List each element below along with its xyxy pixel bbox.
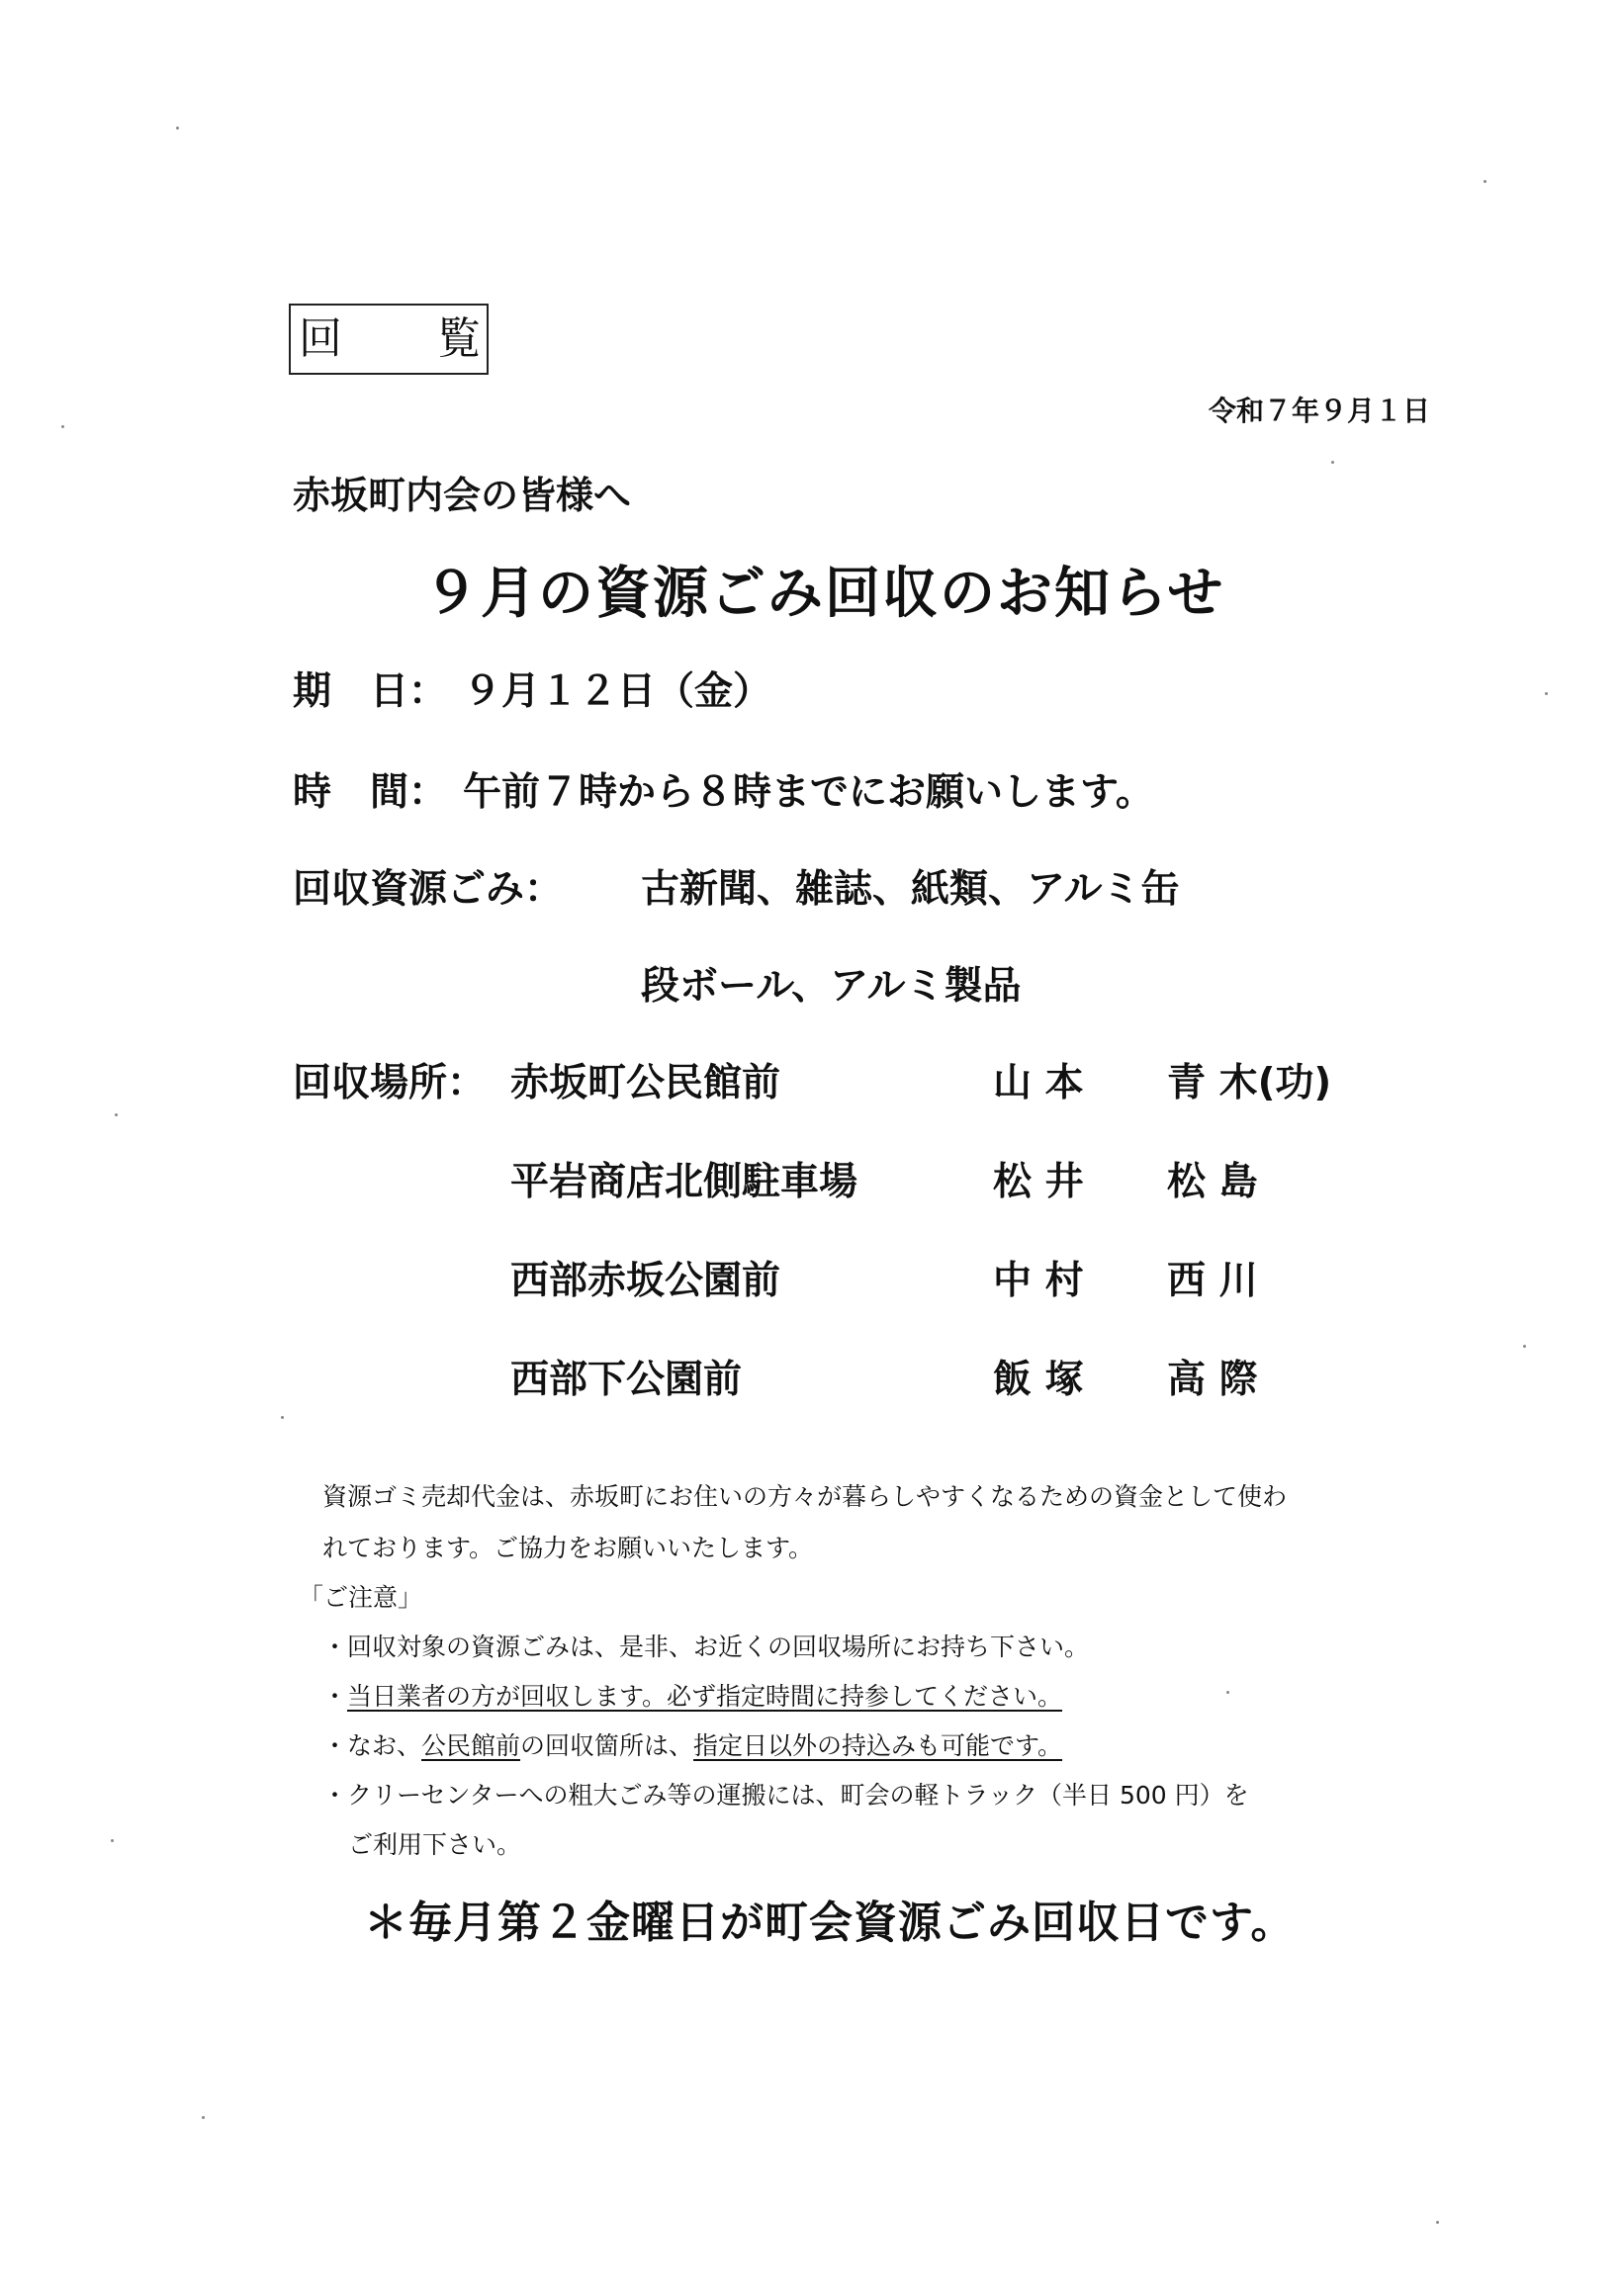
- location-person-1: 中 村: [993, 1259, 1084, 1303]
- note-text: の回収箇所は、: [520, 1731, 694, 1760]
- monthly-reminder: ＊毎月第２金曜日が町会資源ごみ回収日です。: [364, 1898, 1296, 1948]
- date-label: 期 日：: [293, 669, 448, 714]
- note-item-1: ・回収対象の資源ごみは、是非、お近くの回収場所にお持ち下さい。: [322, 1633, 1090, 1661]
- items-line-2: 段ボール、アルミ製品: [641, 964, 1022, 1009]
- note-text: ・なお、: [322, 1731, 422, 1760]
- location-person-1: 飯 塚: [993, 1358, 1084, 1402]
- scan-speck: [1436, 2221, 1439, 2224]
- scan-speck: [1523, 1345, 1526, 1348]
- addressee: 赤坂町内会の皆様へ: [293, 474, 632, 517]
- scan-speck: [111, 1839, 114, 1842]
- kairan-char-2: 覧: [437, 313, 481, 364]
- info-line-1: 資源ゴミ売却代金は、赤坂町にお住いの方々が暮らしやすくなるための資金として使わ: [322, 1482, 1288, 1511]
- note-underlined-text: 指定日以外の持込みも可能です。: [693, 1731, 1063, 1760]
- kairan-char-1: 回: [299, 313, 342, 364]
- places-label: 回収場所：: [293, 1061, 487, 1105]
- items-line-1: 古新聞、雑誌、紙類、アルミ缶: [641, 867, 1180, 912]
- time-value: 午前７時から８時までにお願いします。: [463, 770, 1154, 815]
- location-place: 赤坂町公民館前: [510, 1061, 781, 1105]
- location-person-2: 松 島: [1167, 1160, 1258, 1204]
- notes-heading: 「ご注意」: [299, 1583, 423, 1612]
- info-line-2: れております。ご協力をお願いいたします。: [322, 1534, 814, 1562]
- note-item-4-line-2: ご利用下さい。: [348, 1830, 522, 1859]
- scan-speck: [61, 425, 64, 428]
- date-value: ９月１２日（金）: [463, 669, 772, 714]
- location-person-2: 高 際: [1167, 1358, 1258, 1402]
- page-title: ９月の資源ごみ回収のお知らせ: [423, 562, 1225, 626]
- scan-speck: [1331, 461, 1334, 464]
- note-item-3: [322, 1726, 1062, 1762]
- time-label: 時 間：: [293, 770, 448, 815]
- note-underlined-text: 当日業者の方が回収します。必ず指定時間に持参してください。: [347, 1682, 1063, 1711]
- note-item-4-line-1: ・クリーセンターへの粗大ごみ等の運搬には、町会の軽トラック（半日 500 円）を: [322, 1781, 1249, 1810]
- scan-speck: [281, 1416, 284, 1419]
- note-bullet: ・: [322, 1682, 348, 1711]
- location-person-1: 松 井: [993, 1160, 1084, 1204]
- scan-speck: [1545, 692, 1548, 695]
- scan-speck: [115, 1113, 118, 1116]
- location-place: 西部下公園前: [510, 1358, 743, 1402]
- location-place: 西部赤坂公園前: [510, 1259, 781, 1303]
- scan-speck: [1484, 180, 1486, 183]
- scan-speck: [202, 2116, 205, 2119]
- scan-speck: [1226, 1691, 1229, 1694]
- location-place: 平岩商店北側駐車場: [510, 1160, 858, 1204]
- issue-date: 令和７年９月１日: [1208, 395, 1430, 427]
- location-person-2: 西 川: [1167, 1259, 1258, 1303]
- note-underlined-text: 公民館前: [421, 1731, 521, 1760]
- items-label: 回収資源ごみ：: [293, 867, 564, 912]
- scan-speck: [176, 127, 179, 130]
- note-item-2: [322, 1677, 1062, 1713]
- kairan-stamp-box: [289, 304, 489, 375]
- location-person-2: 青 木(功): [1167, 1061, 1332, 1105]
- location-person-1: 山 本: [993, 1061, 1084, 1105]
